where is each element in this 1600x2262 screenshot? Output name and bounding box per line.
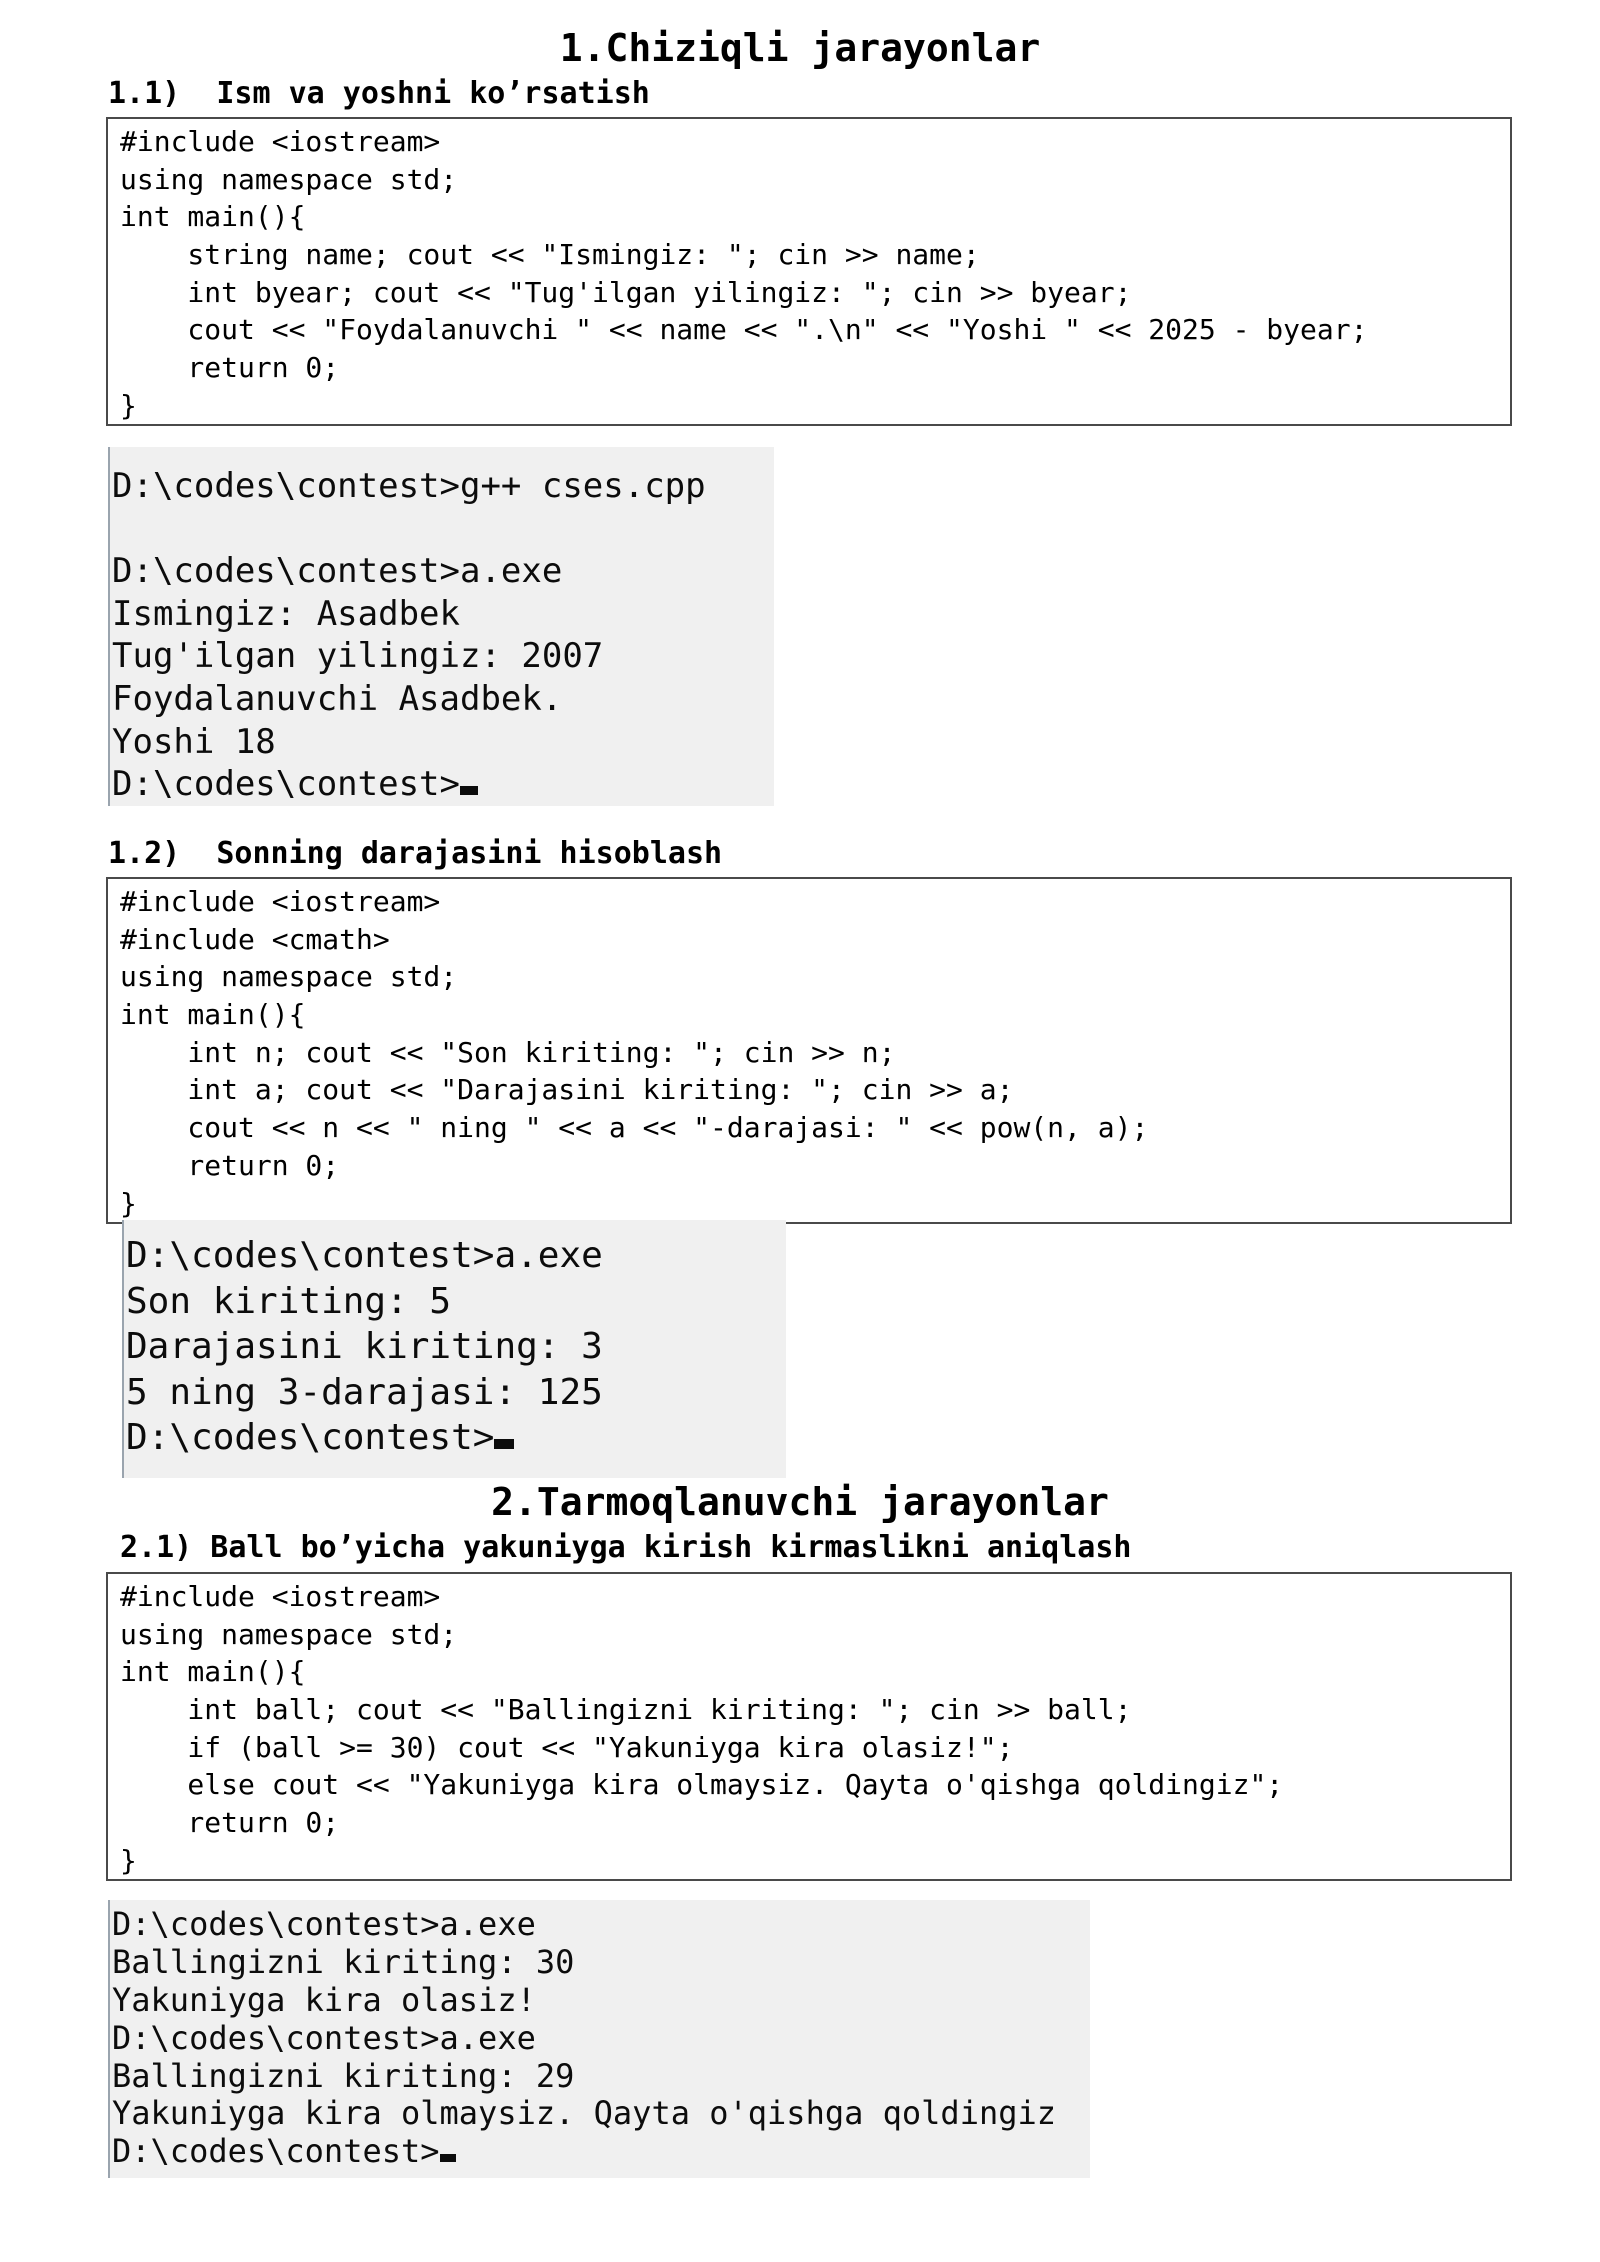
- console-line: D:\codes\contest>a.exe: [126, 1235, 603, 1276]
- code-line: }: [120, 1186, 137, 1220]
- code-line: using namespace std;: [120, 162, 458, 196]
- section-title-2: 2.Tarmoqlanuvchi jarayonlar: [491, 1480, 1109, 1524]
- code-line: else cout << "Yakuniyga kira olmaysiz. Qayta o'qishga qoldingiz";: [120, 1768, 1284, 1802]
- code-line: string name; cout << "Ismingiz: "; cin >> name;: [120, 238, 980, 272]
- code-line: int ball; cout << "Ballingizni kiriting: "; cin >> ball;: [120, 1693, 1132, 1727]
- code-line: if (ball >= 30) cout << "Yakuniyga kira olasiz!";: [120, 1730, 1014, 1764]
- code-line: return 0;: [120, 1148, 340, 1182]
- console-line: Ismingiz: Asadbek: [112, 593, 460, 634]
- console-line: D:\codes\contest>a.exe: [112, 1905, 536, 1943]
- console-output-1-1: [108, 447, 774, 806]
- cursor-icon: [460, 786, 478, 795]
- console-prompt: D:\codes\contest>: [112, 764, 460, 805]
- console-line: Yakuniyga kira olasiz!: [112, 1980, 536, 2019]
- code-line: cout << "Foydalanuvchi " << name << ".\n" << "Yoshi " << 2025 - byear;: [120, 313, 1368, 347]
- console-prompt: D:\codes\contest>: [126, 1417, 495, 1459]
- code-block-1-2: [106, 877, 1512, 1224]
- code-line: #include <cmath>: [120, 922, 390, 956]
- task-title-2-1: 2.1) Ball bo’yicha yakuniyga kirish kirmaslikni aniqlash: [120, 1530, 1132, 1565]
- task-title-1-2: 1.2) Sonning darajasini hisoblash: [108, 836, 723, 871]
- console-output-1-2: [122, 1220, 786, 1478]
- console-line: Yoshi 18: [112, 721, 276, 762]
- section-title-1: 1.Chiziqli jarayonlar: [559, 26, 1041, 70]
- code-block-2-1: [106, 1572, 1512, 1881]
- console-line: Ballingizni kiriting: 29: [112, 2056, 575, 2095]
- console-line: Yakuniyga kira olmaysiz. Qayta o'qishga qoldingiz: [112, 2094, 1057, 2133]
- code-line: return 0;: [120, 351, 340, 385]
- code-line: cout << n << " ning " << a << "-darajasi: " << pow(n, a);: [120, 1111, 1149, 1145]
- code-line: using namespace std;: [120, 1617, 458, 1651]
- console-line: Darajasini kiriting: 3: [126, 1326, 603, 1368]
- console-line: D:\codes\contest>g++ cses.cpp: [112, 466, 706, 506]
- code-line: #include <iostream>: [120, 1580, 441, 1613]
- code-line: int main(){: [120, 1655, 306, 1689]
- code-line: int main(){: [120, 998, 306, 1032]
- code-line: int byear; cout << "Tug'ilgan yilingiz: "; cin >> byear;: [120, 275, 1132, 309]
- console-line: Foydalanuvchi Asadbek.: [112, 678, 563, 719]
- code-block-1-1: [106, 117, 1512, 426]
- console-output-2-1: [108, 1900, 1090, 2178]
- code-line: }: [120, 388, 137, 422]
- task-title-1-1: 1.1) Ism va yoshni ko’rsatish: [108, 76, 650, 111]
- code-line: #include <iostream>: [120, 125, 441, 158]
- code-line: using namespace std;: [120, 960, 458, 994]
- console-line: Son kiriting: 5: [126, 1280, 452, 1322]
- code-line: }: [120, 1843, 137, 1877]
- code-line: #include <iostream>: [120, 885, 441, 918]
- console-line: [112, 508, 774, 551]
- console-prompt-line: [112, 2133, 1090, 2171]
- console-line: D:\codes\contest>a.exe: [112, 551, 563, 592]
- console-line: D:\codes\contest>a.exe: [112, 2018, 536, 2057]
- console-prompt-line: [126, 1415, 786, 1461]
- console-prompt: D:\codes\contest>: [112, 2132, 440, 2171]
- code-line: return 0;: [120, 1806, 340, 1840]
- code-line: int main(){: [120, 200, 306, 234]
- code-line: int a; cout << "Darajasini kiriting: "; cin >> a;: [120, 1073, 1014, 1107]
- console-line: Tug'ilgan yilingiz: 2007: [112, 636, 604, 677]
- code-line: int n; cout << "Son kiriting: "; cin >> n;: [120, 1035, 896, 1069]
- console-line: 5 ning 3-darajasi: 125: [126, 1371, 603, 1413]
- console-prompt-line: [112, 763, 774, 806]
- console-line: Ballingizni kiriting: 30: [112, 1942, 575, 1981]
- cursor-icon: [440, 2154, 456, 2162]
- cursor-icon: [494, 1439, 514, 1449]
